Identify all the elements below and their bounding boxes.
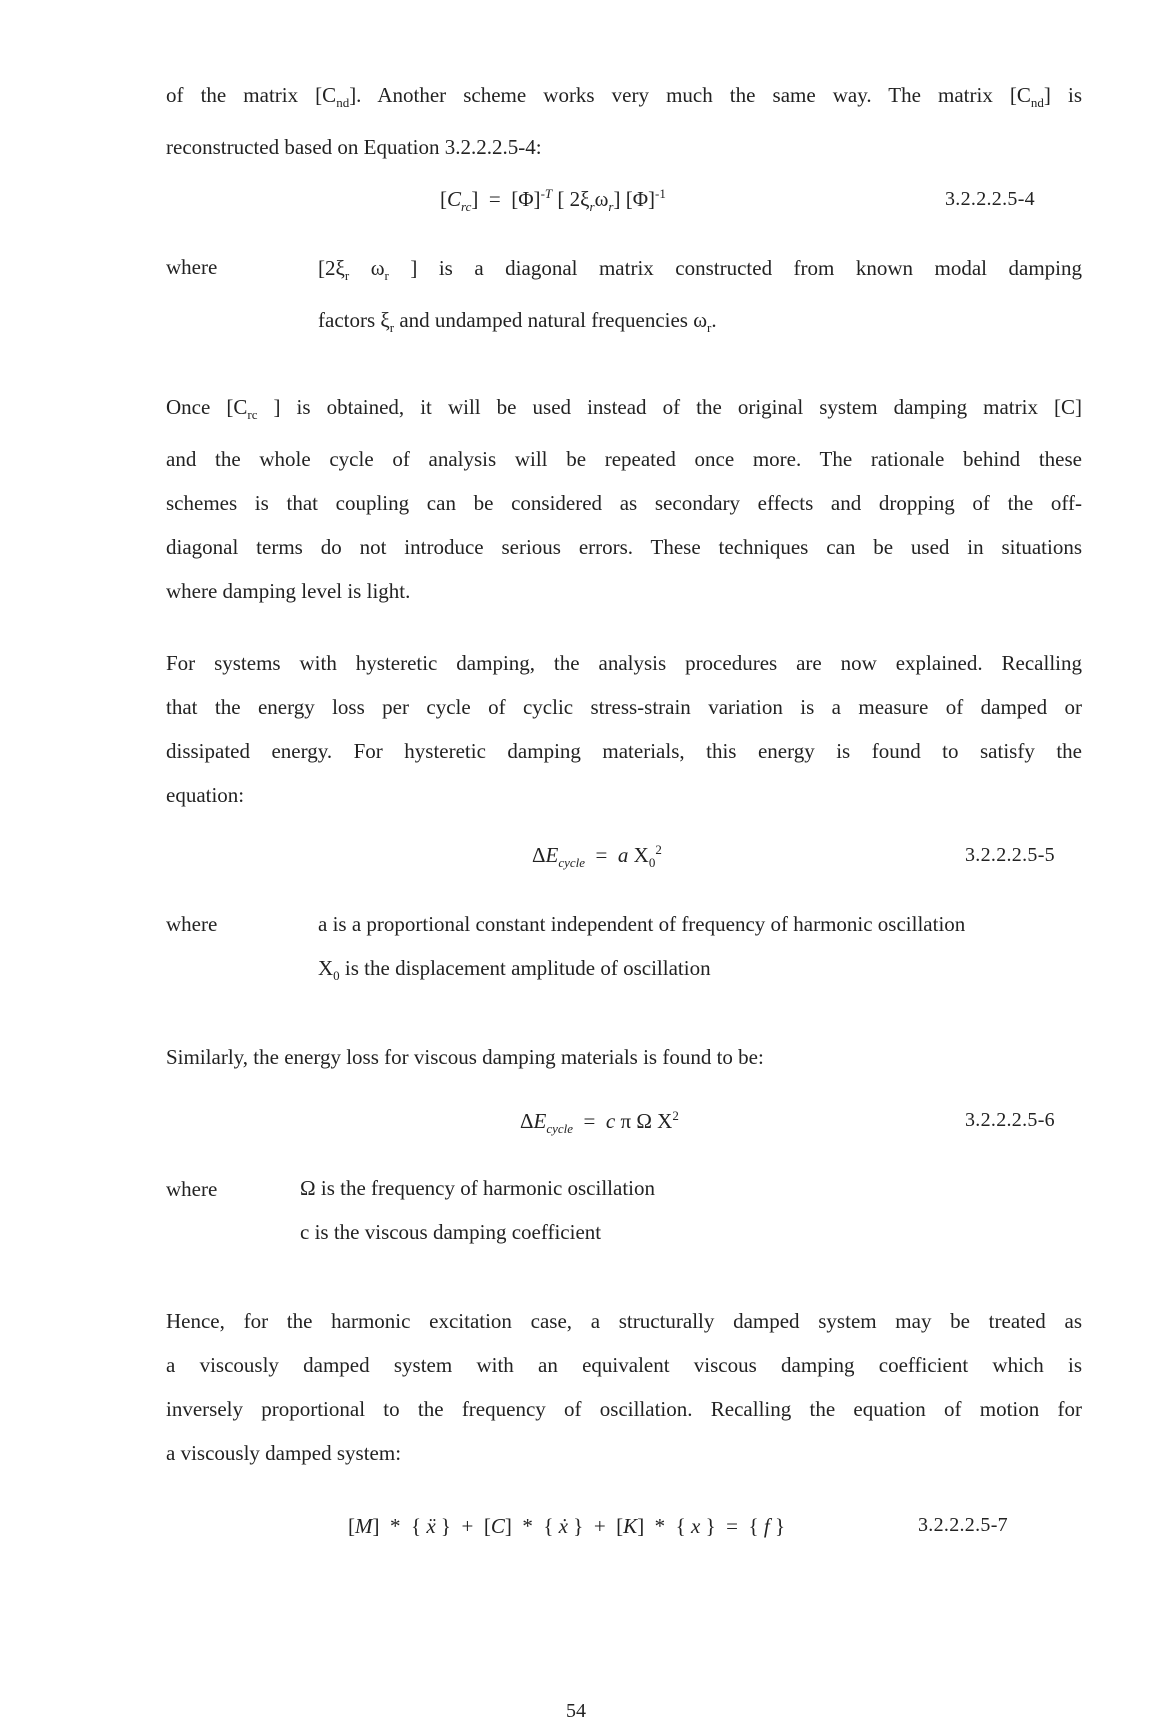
equation-number: 3.2.2.2.5-7	[918, 1514, 1008, 1536]
equation-3.2.2.2.5-6: $\Delta E_{cycle} = c$ π Ω $X^2$	[520, 1108, 679, 1137]
definition-list-1	[318, 246, 1082, 350]
text-line: a viscously damped system:	[166, 1441, 402, 1465]
equation-number: 3.2.2.2.5-6	[965, 1109, 1055, 1131]
text-line: where damping level is light.	[166, 579, 411, 604]
definition-line: [$2\xi_r$ $\omega_r$ ] is a diagonal matrix constructed from known modal damping	[318, 256, 1083, 284]
text-line: Similarly, the energy loss for viscous damping materials is found to be:	[166, 1045, 764, 1069]
text-line: a viscously damped system with an equivalent viscous damping coefficient which is	[166, 1353, 1082, 1377]
definition-list-2	[318, 902, 965, 998]
definition-line: $X_0$ is the displacement amplitude of oscillation	[318, 956, 711, 984]
equation-number: 3.2.2.2.5-5	[965, 844, 1055, 866]
definition-line: c is the viscous damping coefficient	[300, 1220, 602, 1244]
text-line: dissipated energy. For hysteretic damping materials, this energy is found to satisfy the	[166, 739, 1082, 763]
paragraph-1	[166, 73, 1082, 169]
paragraph-5	[166, 1299, 1082, 1475]
definition-line: Ω is the frequency of harmonic oscillation	[300, 1176, 656, 1200]
text-line: For systems with hysteretic damping, the analysis procedures are now explained. Recalling	[166, 651, 1082, 675]
paragraph-2	[166, 385, 1082, 613]
where-label: where	[166, 1177, 218, 1201]
text-line: of the matrix $[C_{nd}]$. Another scheme works very much the same way. The matrix $[C_{nd}]$ is	[166, 83, 1082, 111]
definition-list-3	[300, 1166, 655, 1254]
text-line: Once [$C_{rc}$ ] is obtained, it will be used instead of the original system damping matrix [C]	[166, 395, 1082, 423]
text-line: equation:	[166, 783, 245, 807]
equation-3.2.2.2.5-4: $[C_{rc}] = [\Phi]^{-T}$ [ $2\xi_r\omega_r$] $[\Phi]^{-1}$	[440, 186, 666, 215]
text-line: that the energy loss per cycle of cyclic stress-strain variation is a measure of damped or	[166, 695, 1082, 719]
equation-3.2.2.2.5-7: [M] * { ẍ } + [C] * { ẋ } + [K] * { x } = { f }	[348, 1514, 786, 1538]
paragraph-3	[166, 641, 1082, 817]
equation-3.2.2.2.5-5: $\Delta E_{cycle} = a$ $X_0^2$	[532, 842, 662, 871]
text-line: Hence, for the harmonic excitation case, a structurally damped system may be treated as	[166, 1309, 1082, 1333]
where-label: where	[166, 255, 218, 279]
text-line: inversely proportional to the frequency of oscillation. Recalling the equation of motion for	[166, 1397, 1082, 1421]
definition-line: factors $\xi_r$ and undamped natural frequencies $\omega_r$.	[318, 308, 717, 336]
paragraph-4	[166, 1035, 1082, 1079]
text-line: reconstructed based on Equation 3.2.2.2.5-4:	[166, 135, 542, 160]
equation-number: 3.2.2.2.5-4	[945, 188, 1035, 210]
text-line: diagonal terms do not introduce serious errors. These techniques can be used in situations	[166, 535, 1082, 560]
text-line: schemes is that coupling can be considered as secondary effects and dropping of the off-	[166, 491, 1082, 516]
page-number: 54	[566, 1700, 586, 1722]
text-line: and the whole cycle of analysis will be repeated once more. The rationale behind these	[166, 447, 1082, 472]
where-label: where	[166, 912, 218, 936]
definition-line: a is a proportional constant independent of frequency of harmonic oscillation	[318, 912, 966, 936]
